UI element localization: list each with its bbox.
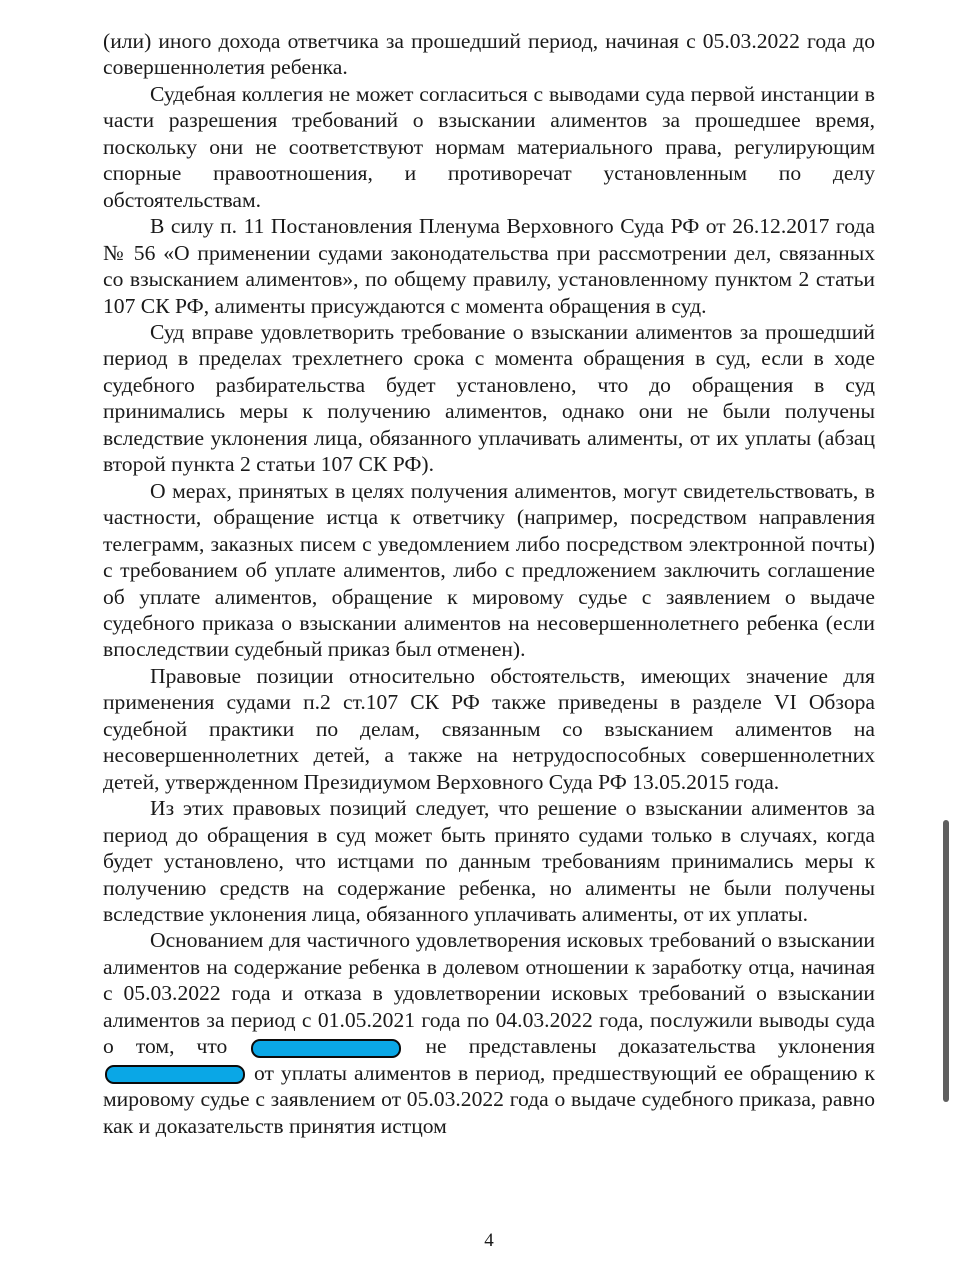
document-body bbox=[103, 28, 875, 1139]
paragraph: Из этих правовых позиций следует, что решение о взыскании алиментов за период до обращения в суд может быть принято судами только в случаях, когда будет установлено, что истцами по данным требованиям принимались меры к получению средств на содержание ребенка, но алименты не были получены вследствие уклонения лица, обязанного уплачивать алименты, от их уплаты. bbox=[103, 796, 875, 926]
vertical-scrollbar[interactable] bbox=[939, 0, 955, 1280]
paragraph-text: от уплаты алиментов в период, предшествующий ее обращению к мировому судье с заявлением от 05.03.2022 года о выдаче судебного приказа, равно как и доказательств принятия истцом bbox=[103, 1060, 875, 1138]
paragraph: О мерах, принятых в целях получения алиментов, могут свидетельствовать, в частности, обращение истца к ответчику (например, посредством направления телеграмм, заказных писем с уведомлением либо посредством электронной почты) с требованием об уплате алиментов, либо с предложением заключить соглашение об уплате алиментов, обращение к мировому судье с заявлением о выдаче судебного приказа о взыскании алиментов на несовершеннолетнего ребенка (если впоследствии судебный приказ был отменен). bbox=[103, 478, 875, 662]
redacted-name-mark bbox=[105, 1065, 245, 1084]
paragraph: Суд вправе удовлетворить требование о взыскании алиментов за прошедший период в пределах трехлетнего срока с момента обращения в суд, если в ходе судебного разбирательства будет установлено, что до обращения в суд принимались меры к получению алиментов, однако они не были получены вследствие уклонения лица, обязанного уплачивать алименты, от их уплаты (абзац второй пункта 2 статьи 107 СК РФ). bbox=[103, 319, 875, 477]
redacted-name-mark bbox=[251, 1039, 401, 1058]
scrollbar-thumb[interactable] bbox=[943, 820, 949, 1102]
page-number: 4 bbox=[484, 1230, 494, 1251]
paragraph: В силу п. 11 Постановления Пленума Верховного Суда РФ от 26.12.2017 года № 56 «О применении судами законодательства при рассмотрении дел, связанных со взысканием алиментов», по общему правилу, установленному пунктом 2 статьи 107 СК РФ, алименты присуждаются с момента обращения в суд. bbox=[103, 214, 875, 318]
paragraph-with-redactions bbox=[103, 927, 875, 1139]
paragraph: Судебная коллегия не может согласиться с выводами суда первой инстанции в части разрешения требований о взыскании алиментов за прошедшее время, поскольку они не соответствуют нормам материального права, регулирующим спорные правоотношения, и противоречат установленным по делу обстоятельствам. bbox=[103, 81, 875, 212]
paragraph: Правовые позиции относительно обстоятельств, имеющих значение для применения судами п.2 ст.107 СК РФ также приведены в разделе VI Обзора судебной практики по делам, связанным со взысканием алиментов на несовершеннолетних детей, а также на нетрудоспособных совершеннолетних детей, утвержденном Президиумом Верховного Суда РФ 13.05.2015 года. bbox=[103, 663, 875, 794]
paragraph-text: Основанием для частичного удовлетворения исковых требований о взыскании алиментов на содержание ребенка в долевом отношении к заработку отца, начиная с 05.03.2022 года и отказа в удовлетворении исковых требований о взыскании алиментов за период с 01.05.2021 года по 04.03.2022 года, послужили выводы суда о том, что bbox=[103, 928, 875, 1059]
paragraph-text: не представлены доказательства уклонения bbox=[425, 1034, 875, 1059]
paragraph-continuation: (или) иного дохода ответчика за прошедший период, начиная с 05.03.2022 года до совершеннолетия ребенка. bbox=[103, 29, 875, 80]
